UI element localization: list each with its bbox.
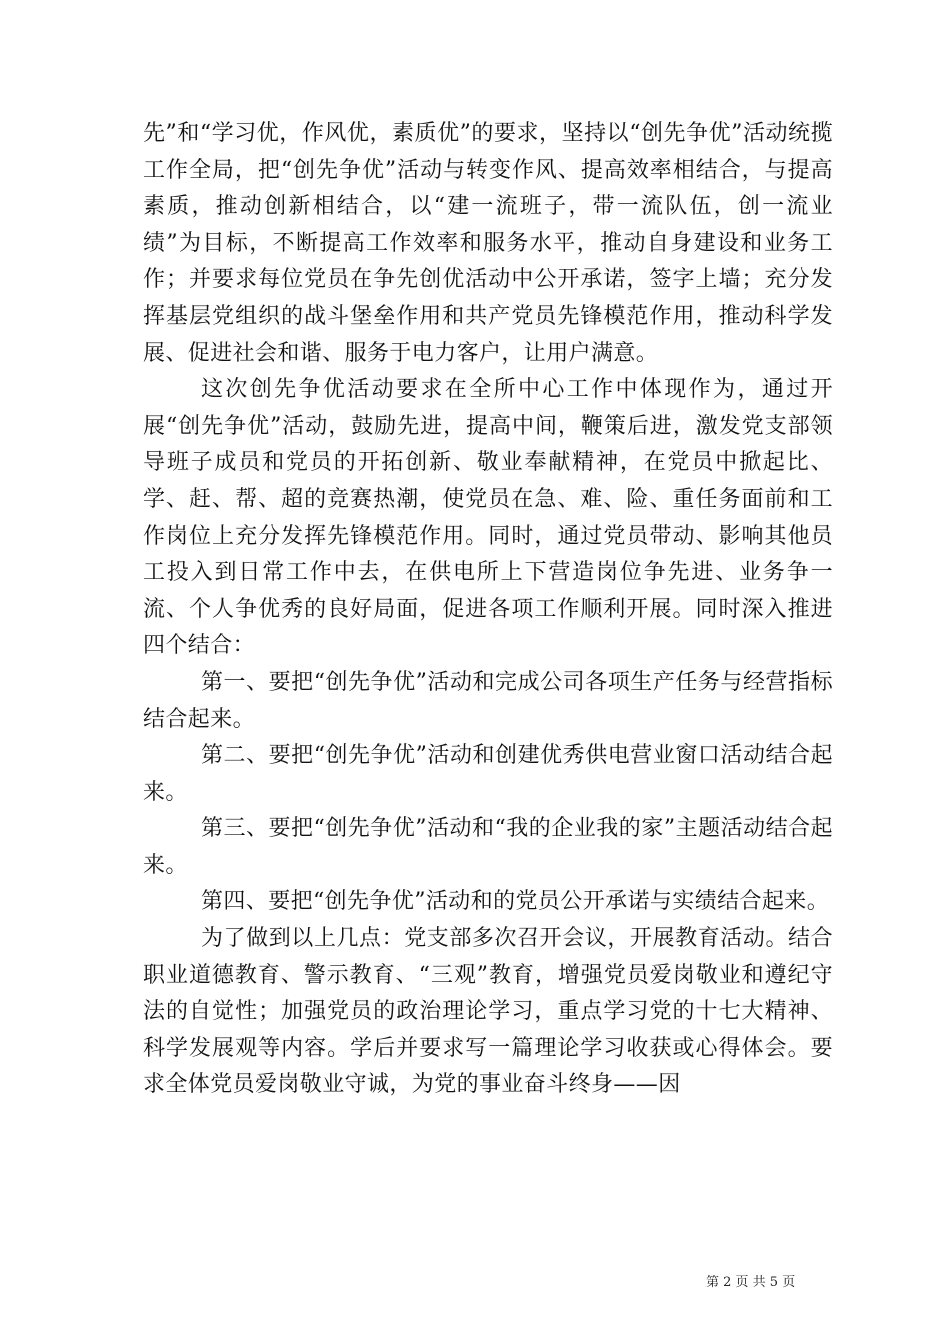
paragraph-2: 这次创先争优活动要求在全所中心工作中体现作为，通过开展“创先争优”活动，鼓励先进，提高中间，鞭策后进，激发党支部领导班子成员和党员的开拓创新、敬业奉献精神，在党员中掀起比、学、赶、帮、超的竞赛热潮，使党员在急、难、险、重任务面前和工作岗位上充分发挥先锋模范作用。同时，通过党员带动、影响其他员工投入到日常工作中去，在供电所上下营造岗位争先进、业务争一流、个人争优秀的良好局面，促进各项工作顺利开展。同时深入推进四个结合： bbox=[143, 377, 833, 659]
paragraph-1: 先”和“学习优，作风优，素质优”的要求，坚持以“创先争优”活动统揽工作全局，把“创先争优”活动与转变作风、提高效率相结合，与提高素质，推动创新相结合，以“建一流班子，带一流队伍，创一流业绩”为目标，不断提高工作效率和服务水平，推动自身建设和业务工作；并要求每位党员在争先创优活动中公开承诺，签字上墙；充分发挥基层党组织的战斗堡垒作用和共产党员先锋模范作用，推动科学发展、促进社会和谐、服务于电力客户，让用户满意。 bbox=[143, 121, 833, 366]
paragraph-3: 第一、要把“创先争优”活动和完成公司各项生产任务与经营指标结合起来。 bbox=[143, 669, 833, 732]
paragraph-5: 第三、要把“创先争优”活动和“我的企业我的家”主题活动结合起来。 bbox=[143, 816, 833, 878]
paragraph-4: 第二、要把“创先争优”活动和创建优秀供电营业窗口活动结合起来。 bbox=[143, 743, 833, 805]
paragraph-6: 第四、要把“创先争优”活动和的党员公开承诺与实绩结合起来。 bbox=[201, 889, 830, 915]
paragraph-7: 为了做到以上几点：党支部多次召开会议，开展教育活动。结合职业道德教育、警示教育、“三观”教育，增强党员爱岗敬业和遵纪守法的自觉性；加强党员的政治理论学习，重点学习党的十七大精神、科学发展观等内容。学后并要求写一篇理论学习收获或心得体会。要求全体党员爱岗敬业守诚，为党的事业奋斗终身——因 bbox=[143, 926, 833, 1098]
document-body bbox=[143, 116, 833, 1104]
page-number-footer: 第 2 页 共 5 页 bbox=[706, 1275, 796, 1290]
